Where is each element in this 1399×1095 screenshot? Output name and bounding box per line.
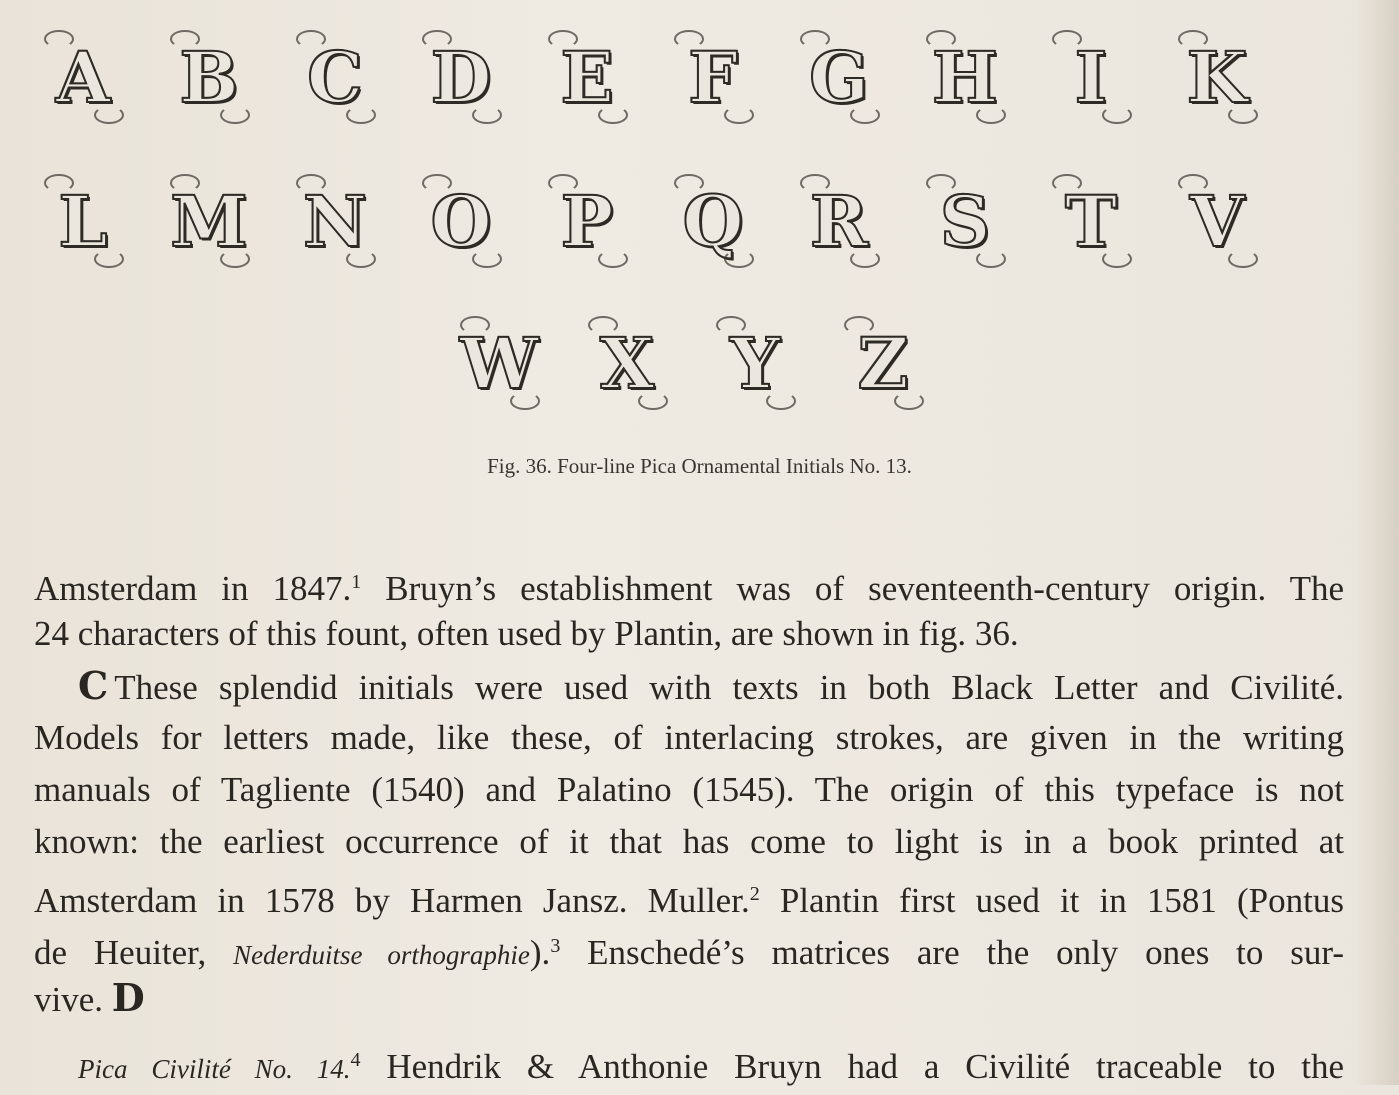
ornamental-initial-l: L <box>24 168 142 274</box>
ornamental-initial-i: I <box>1032 24 1150 130</box>
paragraph-2-line-5 <box>34 868 1344 920</box>
paragraph-1-line-2: 24 characters of this fount, often used by Plantin, are shown in fig. 36. <box>34 614 1019 653</box>
ornamental-initial-h: H <box>906 24 1024 130</box>
text-span: Plantin first used it in 1581 (Pontus <box>759 881 1344 920</box>
ornamental-initial-t: T <box>1032 168 1150 274</box>
text-span: ). <box>529 933 551 972</box>
footnote-ref-4: 4 <box>350 1049 361 1071</box>
initials-row-2 <box>24 168 1276 274</box>
ornamental-initial-y: Y <box>696 310 814 416</box>
ornamental-initial-d: D <box>402 24 520 130</box>
ornamental-initial-a: A <box>24 24 142 130</box>
ornamental-initial-z: Z <box>824 310 942 416</box>
initials-row-3 <box>440 310 942 416</box>
paragraph-3-line-1 <box>78 1034 1344 1086</box>
text-span: vive. <box>34 980 104 1019</box>
page-edge-shadow <box>1355 0 1399 1085</box>
paragraph-1-line-1 <box>34 556 1344 608</box>
paragraph-2-line-6 <box>34 920 1344 972</box>
ornamental-initial-b: B <box>150 24 268 130</box>
paragraph-2-line-4: known: the earliest occurrence of it that has come to light is in a book printed at <box>34 822 1344 861</box>
ornamental-initial-g: G <box>780 24 898 130</box>
paragraph-3 <box>78 1034 1344 1086</box>
text-span: Amsterdam in 1847. <box>34 569 352 608</box>
text-span: Bruyn’s establishment was of seventeenth-century origin. The <box>361 569 1344 608</box>
ornamental-initial-q: Q <box>654 168 772 274</box>
paragraph-mark-icon: C <box>78 663 109 708</box>
text-span: de Heuiter, <box>34 933 234 972</box>
text-span: Amsterdam in 1578 by Harmen Jansz. Muller. <box>34 881 750 920</box>
ornamental-initial-e: E <box>528 24 646 130</box>
ornamental-initial-o: O <box>402 168 520 274</box>
ornamental-initial-s: S <box>906 168 1024 274</box>
text-span: These splendid initials were used with texts in both Black Letter and Civilité. <box>114 668 1344 707</box>
paragraph-1 <box>34 556 1344 660</box>
ornamental-initial-c: C <box>276 24 394 130</box>
initials-row-1 <box>24 24 1276 130</box>
ornamental-initial-n: N <box>276 168 394 274</box>
section-label: Pica Civilité No. 14. <box>78 1054 351 1084</box>
paragraph-2 <box>34 660 1344 1024</box>
paragraph-2-line-7 <box>34 972 1344 1024</box>
figure-caption: Fig. 36. Four-line Pica Ornamental Initials No. 13. <box>487 454 912 478</box>
footnote-ref-3: 3 <box>550 935 561 957</box>
ornamental-initial-p: P <box>528 168 646 274</box>
ornamental-initial-f: F <box>654 24 772 130</box>
footnote-ref-1: 1 <box>351 571 362 593</box>
ornamental-initial-w: W <box>440 310 558 416</box>
ornamental-initial-k: K <box>1158 24 1276 130</box>
paragraph-2-line-1 <box>34 660 1344 712</box>
paragraph-2-line-3: manuals of Tagliente (1540) and Palatino (1545). The origin of this typeface is not <box>34 770 1344 809</box>
text-span: Enschedé’s matrices are the only ones to sur- <box>560 933 1344 972</box>
ornamental-initial-x: X <box>568 310 686 416</box>
paragraph-2-line-2: Models for letters made, like these, of interlacing strokes, are given in the writing <box>34 718 1344 757</box>
text-span: Hendrik & Anthonie Bruyn had a Civilité traceable to the <box>360 1047 1344 1086</box>
footnote-ref-2: 2 <box>749 883 760 905</box>
ornamental-initial-r: R <box>780 168 898 274</box>
book-title: Nederduitse orthographie <box>233 940 530 970</box>
ornamental-initial-m: M <box>150 168 268 274</box>
ornamental-initial-v: V <box>1158 168 1276 274</box>
section-end-mark-icon: D <box>111 975 145 1020</box>
